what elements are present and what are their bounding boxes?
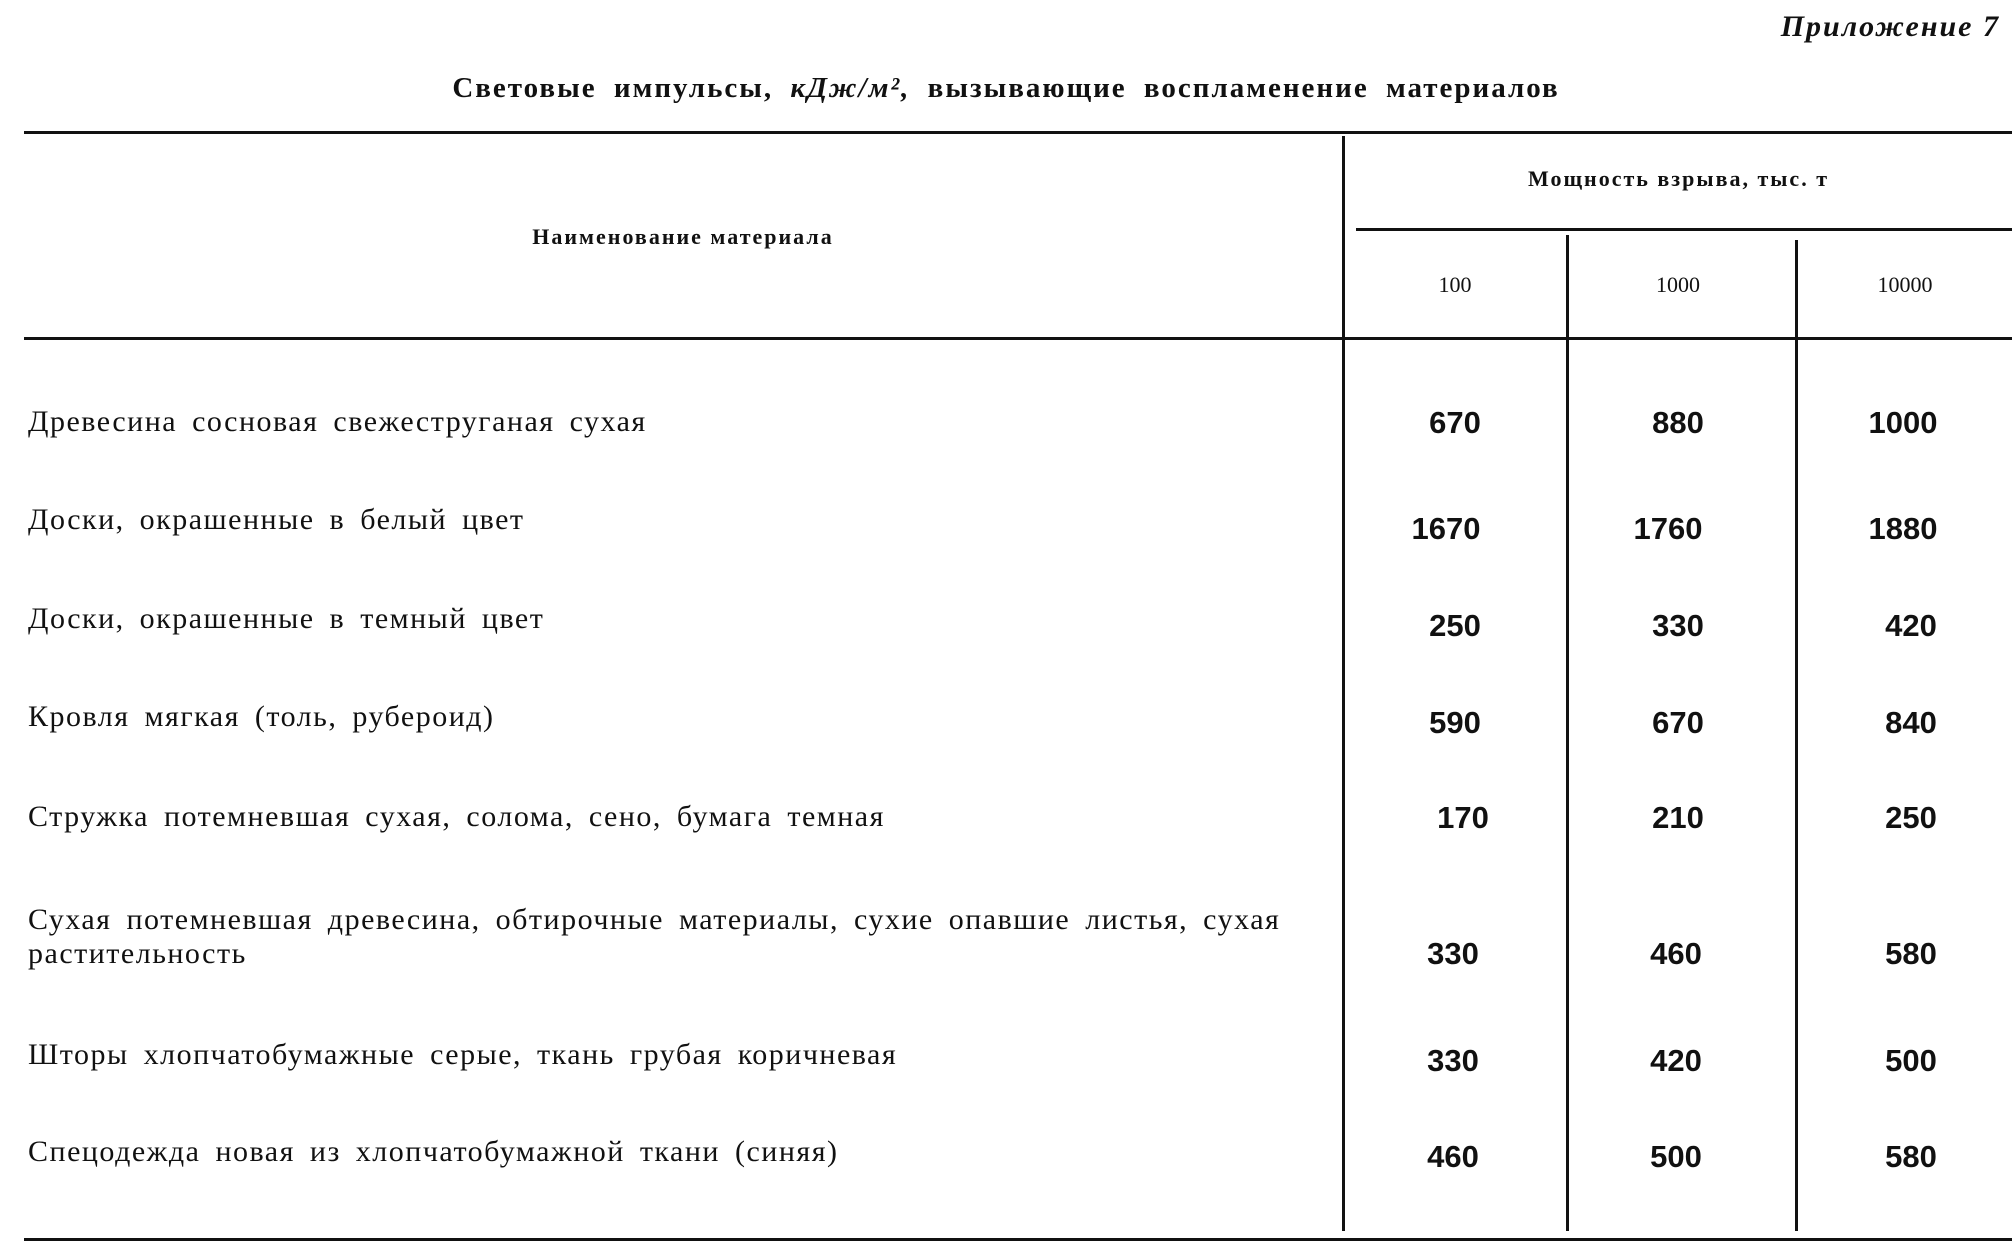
column-header-100: 100 [1438, 272, 1472, 297]
material-name: Стружка потемневшая сухая, солома, сено, бумага темная [28, 800, 885, 833]
value-10000kt: 250 [1885, 800, 1937, 835]
value-1000kt: 330 [1652, 608, 1704, 643]
header-sub-rule [1356, 228, 2012, 231]
value-100kt: 170 [1437, 800, 1489, 835]
value-1000kt: 420 [1650, 1043, 1702, 1078]
value-100kt: 460 [1427, 1139, 1479, 1174]
material-name-header: Наименование материала [532, 224, 834, 249]
value-1000kt: 500 [1650, 1139, 1702, 1174]
column-divider-1 [1566, 235, 1569, 1231]
value-100kt: 1670 [1411, 511, 1481, 546]
value-10000kt: 1000 [1868, 405, 1938, 440]
column-divider-name [1342, 136, 1345, 1231]
material-name: Сухая потемневшая древесина, обтирочные материалы, сухие опавшие листья, сухая растительность [28, 903, 1281, 970]
material-name: Доски, окрашенные в белый цвет [28, 503, 525, 536]
value-1000kt: 460 [1650, 936, 1702, 971]
title-suffix: вызывающие воспламенение материалов [927, 72, 1560, 104]
appendix-label: Приложение 7 [1780, 10, 2000, 43]
material-name: Доски, окрашенные в темный цвет [28, 602, 545, 635]
value-10000kt: 500 [1885, 1043, 1937, 1078]
value-100kt: 670 [1429, 405, 1481, 440]
value-10000kt: 840 [1885, 705, 1937, 740]
value-100kt: 250 [1429, 608, 1481, 643]
material-name: Спецодежда новая из хлопчатобумажной ткани (синяя) [28, 1135, 839, 1168]
value-10000kt: 580 [1885, 936, 1937, 971]
header-bottom-rule [24, 337, 2012, 340]
table-top-rule [24, 131, 2012, 134]
explosion-power-header: Мощность взрыва, тыс. т [1528, 166, 1829, 191]
value-100kt: 330 [1427, 1043, 1479, 1078]
value-1000kt: 670 [1652, 705, 1704, 740]
column-header-1000: 1000 [1656, 272, 1700, 297]
value-10000kt: 580 [1885, 1139, 1937, 1174]
material-name: Шторы хлопчатобумажные серые, ткань грубая коричневая [28, 1038, 898, 1071]
column-header-10000: 10000 [1877, 272, 1933, 297]
value-1000kt: 210 [1652, 800, 1704, 835]
column-divider-2 [1795, 240, 1798, 1231]
title-prefix: Световые импульсы, [452, 72, 774, 104]
value-100kt: 330 [1427, 936, 1479, 971]
value-1000kt: 1760 [1633, 511, 1703, 546]
material-name: Кровля мягкая (толь, рубероид) [28, 700, 495, 733]
value-100kt: 590 [1429, 705, 1481, 740]
material-name: Древесина сосновая свежеструганая сухая [28, 405, 647, 438]
table-title [0, 72, 2012, 105]
value-10000kt: 1880 [1868, 511, 1938, 546]
value-1000kt: 880 [1652, 405, 1704, 440]
value-10000kt: 420 [1885, 608, 1937, 643]
title-units: кДж/м², [790, 72, 911, 104]
table-bottom-rule [24, 1238, 2012, 1241]
